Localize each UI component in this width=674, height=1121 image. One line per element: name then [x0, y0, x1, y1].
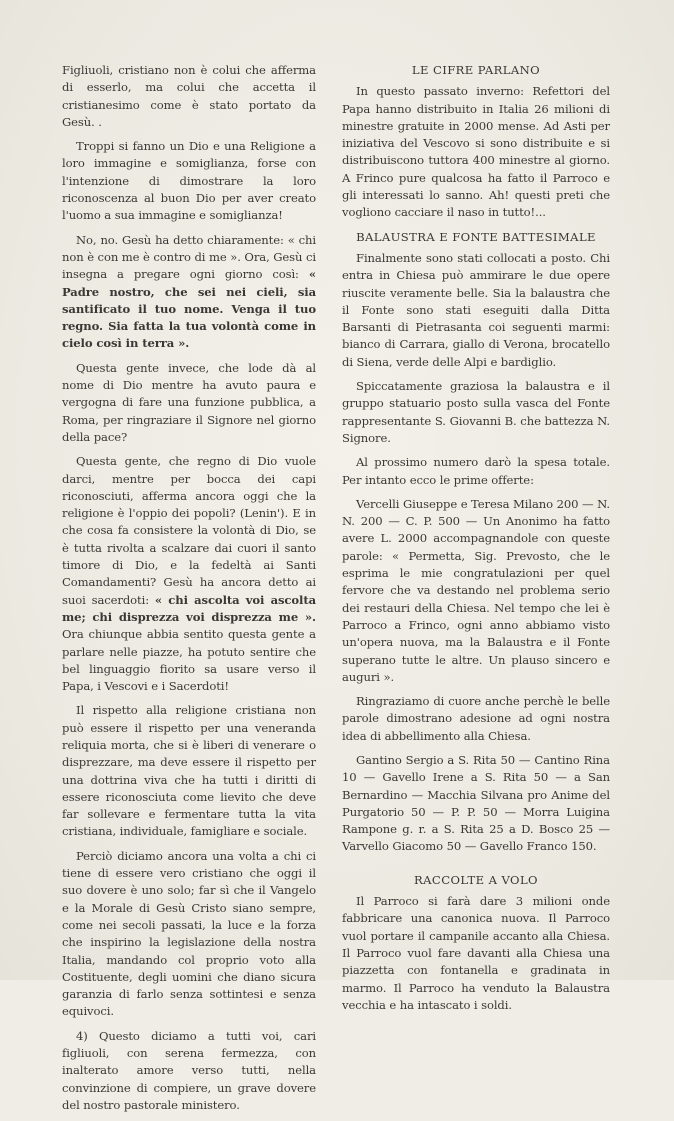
paragraph: 4) Questo diciamo a tutti voi, cari figliuoli, con serena fermezza, con inalterato amore verso tutti, nella convinzione di compiere, un grave dovere del nostro pastorale ministero. — [62, 1028, 316, 1112]
paragraph — [62, 232, 316, 353]
paragraph: Troppi si fanno un Dio e una Religione a loro immagine e somiglianza, forse con l'intenzione di dimostrare la loro riconoscenza al buon Dio per aver creato l'uomo a sua immagine e somiglianza! — [62, 139, 316, 223]
paragraph: Spiccatamente graziosa la balaustra e il gruppo statuario posto sulla vasca del Fonte rappresentante S. Giovanni B. che battezza N. Signore. — [342, 379, 610, 445]
paragraph: Ringraziamo di cuore anche perchè le belle parole dimostrano adesione ad ogni nostra idea di abbellimento alla Chiesa. — [342, 694, 610, 743]
paragraph-text: No, no. Gesù ha detto chiaramente: « chi non è con me è contro di me ». Ora, Gesù ci insegna a pregare ogni giorno così: — [62, 232, 316, 282]
paragraph: Finalmente sono stati collocati a posto. Chi entra in Chiesa può ammirare le due opere riuscite veramente belle. Sia la balaustra che il Fonte sono stati eseguiti dalla Ditta Barsanti di Pietrasanta coi seguenti marmi: bianco di Carrara, giallo di Verona, brocatello di Siena, verde delle Alpi e bardiglio. — [342, 250, 610, 369]
right-column — [342, 62, 610, 1021]
paragraph: Il Parroco si farà dare 3 milioni onde fabbricare una canonica nuova. Il Parroco vuol portare il campanile accanto alla Chiesa. Il Parroco vuol fare davanti alla Chiesa una piazzetta con fontanella e gradinata in marmo. Il Parroco ha venduto la Balaustra vecchia e ha intascato i soldi. — [342, 894, 610, 1012]
section-heading: BALAUSTRA E FONTE BATTESIMALE — [356, 229, 596, 244]
paragraph: Al prossimo numero darò la spesa totale. Per intanto ecco le prime offerte: — [342, 455, 610, 487]
paragraph: Vercelli Giuseppe e Teresa Milano 200 — N. N. 200 — C. P. 500 — Un Anonimo ha fatto avere L. 2000 accompagnandole con queste parole: « Permetta, Sig. Prevosto, che le esprima le mie congratulazioni per quel fervore che va destando nel problema serio dei restauri della Chiesa. Nel tempo che lei è Parroco a Frinco, ogni anno abbiamo visto un'opera nuova, ma la Balaustra e il Fonte superano tutte le altre. Un plauso sincero e auguri ». — [342, 496, 611, 684]
prayer-quote: « Padre nostro, che sei nei cieli, sia santificato il tuo nome. Venga il tuo regno. Sia fatta la tua volontà come in cielo così in terra ». — [62, 267, 316, 351]
paragraph: Figliuoli, cristiano non è colui che afferma di esserlo, ma colui che accetta il cristianesimo come è stato portato da Gesù. . — [62, 63, 316, 129]
gospel-quote: « chi ascolta voi ascolta me; chi disprezza voi disprezza me ». — [62, 592, 316, 624]
paragraph: Il rispetto alla religione cristiana non può essere il rispetto per una veneranda reliquia morta, che si è liberi di venerare o disprezzare, ma deve essere il rispetto per una dottrina viva che ha tutti i diritti di essere riconosciuta come lievito che deve far sollevare e fermentare tutta la vita cristiana, individuale, famigliare e sociale. — [62, 703, 316, 839]
paragraph-text: Ora chiunque abbia sentito questa gente a parlare nelle piazze, ha potuto sentire che bel linguaggio fiorito sa usare verso il Papa, i Vescovi e i Sacerdoti! — [62, 627, 316, 694]
paragraph: Gantino Sergio a S. Rita 50 — Cantino Rina 10 — Gavello Irene a S. Rita 50 — a San Bernardino — Macchia Silvana pro Anime del Purgatorio 50 — P. P. 50 — Morra Luigina Rampone g. r. a S. Rita 25 a D. Bosco 25 — Varvello Giacomo 50 — Gavello Franco 150. — [342, 752, 610, 854]
paragraph — [62, 453, 316, 695]
paragraph: Perciò diciamo ancora una volta a chi ci tiene di essere vero cristiano che oggi il suo dovere è uno solo; far sì che il Vangelo e la Morale di Gesù Cristo siano sempre, come nei secoli passati, la luce e la forza che inspirino la legislazione della nostra Italia, mandando col proprio voto alla Costituente, degli uomini che diano sicura garanzia di farlo senza sottintesi e senza equivoci. — [62, 848, 316, 1019]
paragraph-text: Questa gente, che regno di Dio vuole darci, mentre per bocca dei capi riconosciuti, afferma ancora oggi che la religione è l'oppio dei popoli? (Lenin'). E in che cosa fa consistere la volontà di Dio, se è tutta rivolta a scalzare dai cuori il santo timore di Dio, e la fedeltà ai Santi Comandamenti? Gesù ha ancora detto ai suoi sacerdoti: — [62, 454, 316, 607]
paragraph: In questo passato inverno: Refettori del Papa hanno distribuito in Italia 26 milioni di minestre gratuite in 2000 mense. Ad Asti per iniziativa del Vescovo si sono distribuite e si distribuiscono tuttora 400 minestre al giorno. A Frinco pure qualcosa ha fatto il Parroco e gli interessati lo sanno. Ah! questi preti che vogliono cacciare il naso in tutto!... — [342, 84, 610, 220]
left-column — [62, 62, 316, 1121]
section-heading: LE CIFRE PARLANO — [411, 63, 541, 77]
paragraph: Questa gente invece, che lode dà al nome di Dio mentre ha avuto paura e vergogna di fare una funzione pubblica, a Roma, per ringraziare il Signore nel giorno della pace? — [62, 360, 316, 444]
section-heading: RACCOLTE A VOLO — [414, 872, 538, 887]
